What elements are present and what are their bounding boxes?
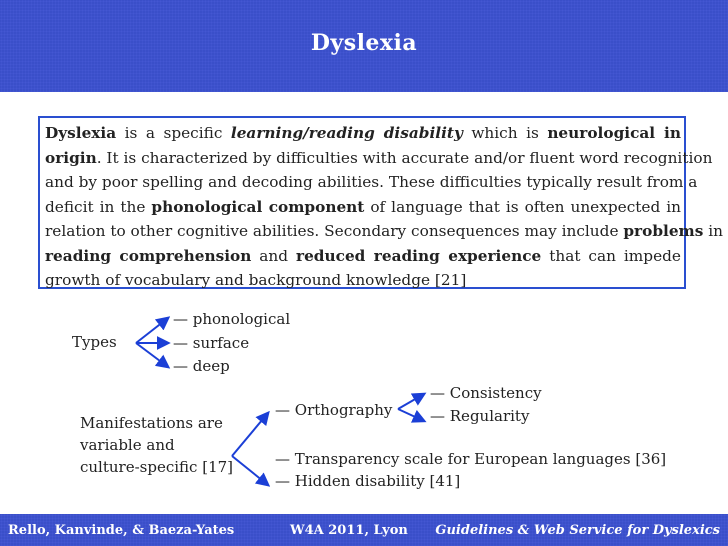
definition-line-6 — [45, 244, 681, 269]
manifestations-label — [80, 412, 233, 478]
type-item-surface: — surface — [173, 334, 250, 352]
term-reduced-reading-experience: reduced reading experience — [296, 246, 542, 265]
term-phonological-component: phonological component — [151, 197, 365, 216]
ortho-arrow-down — [398, 409, 424, 421]
footer-venue: W4A 2011, Lyon — [290, 523, 408, 538]
slide-title: Dyslexia — [310, 30, 418, 56]
orthography-label: — Orthography — [275, 401, 393, 419]
definition-line-3: and by poor spelling and decoding abilities. These difficulties typically result from a — [45, 173, 698, 191]
text-run: . It is characterized by difficulties with accurate and/or fluent word recognition — [96, 148, 713, 167]
definition-line-7: growth of vocabulary and background knowledge [21] — [45, 271, 467, 289]
footer-bar — [0, 514, 728, 546]
orthography-item-consistency: — Consistency — [430, 384, 542, 402]
definition-line-2 — [45, 146, 713, 171]
text-run: deficit in the — [45, 197, 152, 216]
term-problems: problems — [623, 222, 704, 240]
term-dyslexia: Dyslexia — [45, 124, 117, 142]
text-run: which is — [462, 124, 548, 142]
term-neurological: neurological in — [547, 124, 681, 142]
definition-line-4 — [45, 195, 681, 220]
text-run: relation to other cognitive abilities. Secondary consequences may include — [45, 222, 624, 240]
manifestations-line: culture-specific [17] — [80, 458, 234, 476]
orthography-item-regularity: — Regularity — [430, 407, 530, 425]
text-run: and — [251, 246, 297, 265]
types-arrow-up — [136, 318, 168, 343]
text-run: is a specific — [116, 124, 231, 142]
term-reading-comprehension: reading comprehension — [45, 246, 252, 265]
ortho-arrow-up — [398, 394, 424, 409]
manif-arrow-up — [232, 413, 268, 456]
definition-box — [38, 116, 723, 289]
manifestation-item-transparency: — Transparency scale for European languages [36] — [275, 450, 667, 468]
manifestation-item-hidden-disability: — Hidden disability [41] — [275, 472, 461, 490]
term-learning-disability: learning/reading disability — [230, 124, 463, 142]
manif-arrow-down — [232, 456, 268, 485]
types-arrow-down — [136, 343, 168, 367]
definition-line-1 — [45, 121, 681, 146]
footer-authors: Rello, Kanvinde, & Baeza-Yates — [8, 523, 235, 538]
type-item-deep: — deep — [173, 357, 230, 375]
manifestations-line: variable and — [80, 436, 175, 454]
manifestations-line: Manifestations are — [80, 414, 223, 432]
term-origin: origin — [45, 148, 97, 167]
text-run: in — [703, 222, 723, 240]
footer-talk-title: Guidelines & Web Service for Dyslexics — [435, 523, 720, 538]
types-label: Types — [72, 333, 117, 351]
definition-line-5 — [45, 219, 723, 244]
type-item-phonological: — phonological — [173, 310, 291, 328]
text-run: that can impede — [541, 246, 681, 265]
text-run: of language that is often unexpected in — [364, 197, 681, 216]
